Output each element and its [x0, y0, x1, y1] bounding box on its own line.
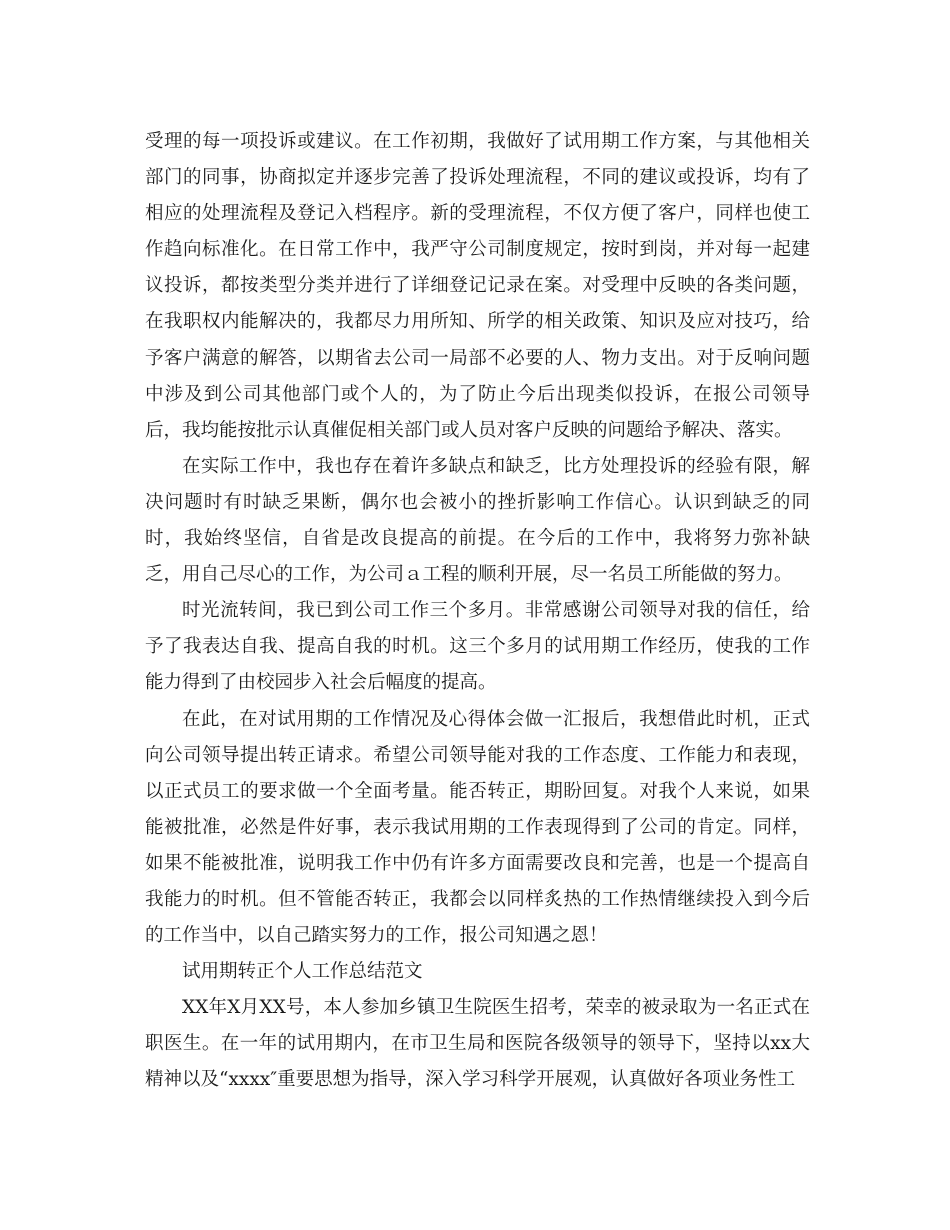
- section-title: 试用期转正个人工作总结范文: [182, 961, 423, 983]
- paragraph-doctor-summary: XX年X月XX号，本人参加乡镇卫生院医生招考，荣幸的被录取为一名正式在职医生。在一年的试用期内，在市卫生局和医院各级领导的领导下，坚持以xx大精神以及“xxxx″重要思想为指导，深入学习科学开展观，认真做好各项业务性工: [145, 997, 810, 1091]
- paragraph-shortcomings: 在实际工作中，我也存在着许多缺点和缺乏，比方处理投诉的经验有限，解决问题时有时缺乏果断，偶尔也会被小的挫折影响工作信心。认识到缺乏的同时，我始终坚信，自省是改良提高的前提。在今后的工作中，我将努力弥补缺乏，用自己尽心的工作，为公司ａ工程的顺利开展，尽一名员工所能做的努力。: [145, 455, 810, 586]
- paragraph-continued: 受理的每一项投诉或建议。在工作初期，我做好了试用期工作方案，与其他相关部门的同事，协商拟定并逐步完善了投诉处理流程，不同的建议或投诉，均有了相应的处理流程及登记入档程序。新的受理流程，不仅方便了客户，同样也使工作趋向标准化。在日常工作中，我严守公司制度规定，按时到岗，并对每一起建议投诉，都按类型分类并进行了详细登记记录在案。对受理中反映的各类问题，在我职权内能解决的，我都尽力用所知、所学的相关政策、知识及应对技巧，给予客户满意的解答，以期省去公司一局部不必要的人、物力支出。对于反响问题中涉及到公司其他部门或个人的，为了防止今后出现类似投诉，在报公司领导后，我均能按批示认真催促相关部门或人员对客户反映的问题给予解决、落实。: [145, 131, 810, 441]
- paragraph-request: 在此，在对试用期的工作情况及心得体会做一汇报后，我想借此时机，正式向公司领导提出转正请求。希望公司领导能对我的工作态度、工作能力和表现，以正式员工的要求做一个全面考量。能否转正，期盼回复。对我个人来说，如果能被批准，必然是件好事，表示我试用期的工作表现得到了公司的肯定。同样，如果不能被批准，说明我工作中仍有许多方面需要改良和完善，也是一个提高自我能力的时机。但不管能否转正，我都会以同样炙热的工作热情继续投入到今后的工作当中，以自己踏实努力的工作，报公司知遇之恩！: [145, 708, 810, 947]
- paragraph-gratitude: 时光流转间，我已到公司工作三个多月。非常感谢公司领导对我的信任，给予了我表达自我、提高自我的时机。这三个多月的试用期工作经历，使我的工作能力得到了由校园步入社会后幅度的提高。: [145, 600, 810, 694]
- document-body: [145, 124, 810, 1099]
